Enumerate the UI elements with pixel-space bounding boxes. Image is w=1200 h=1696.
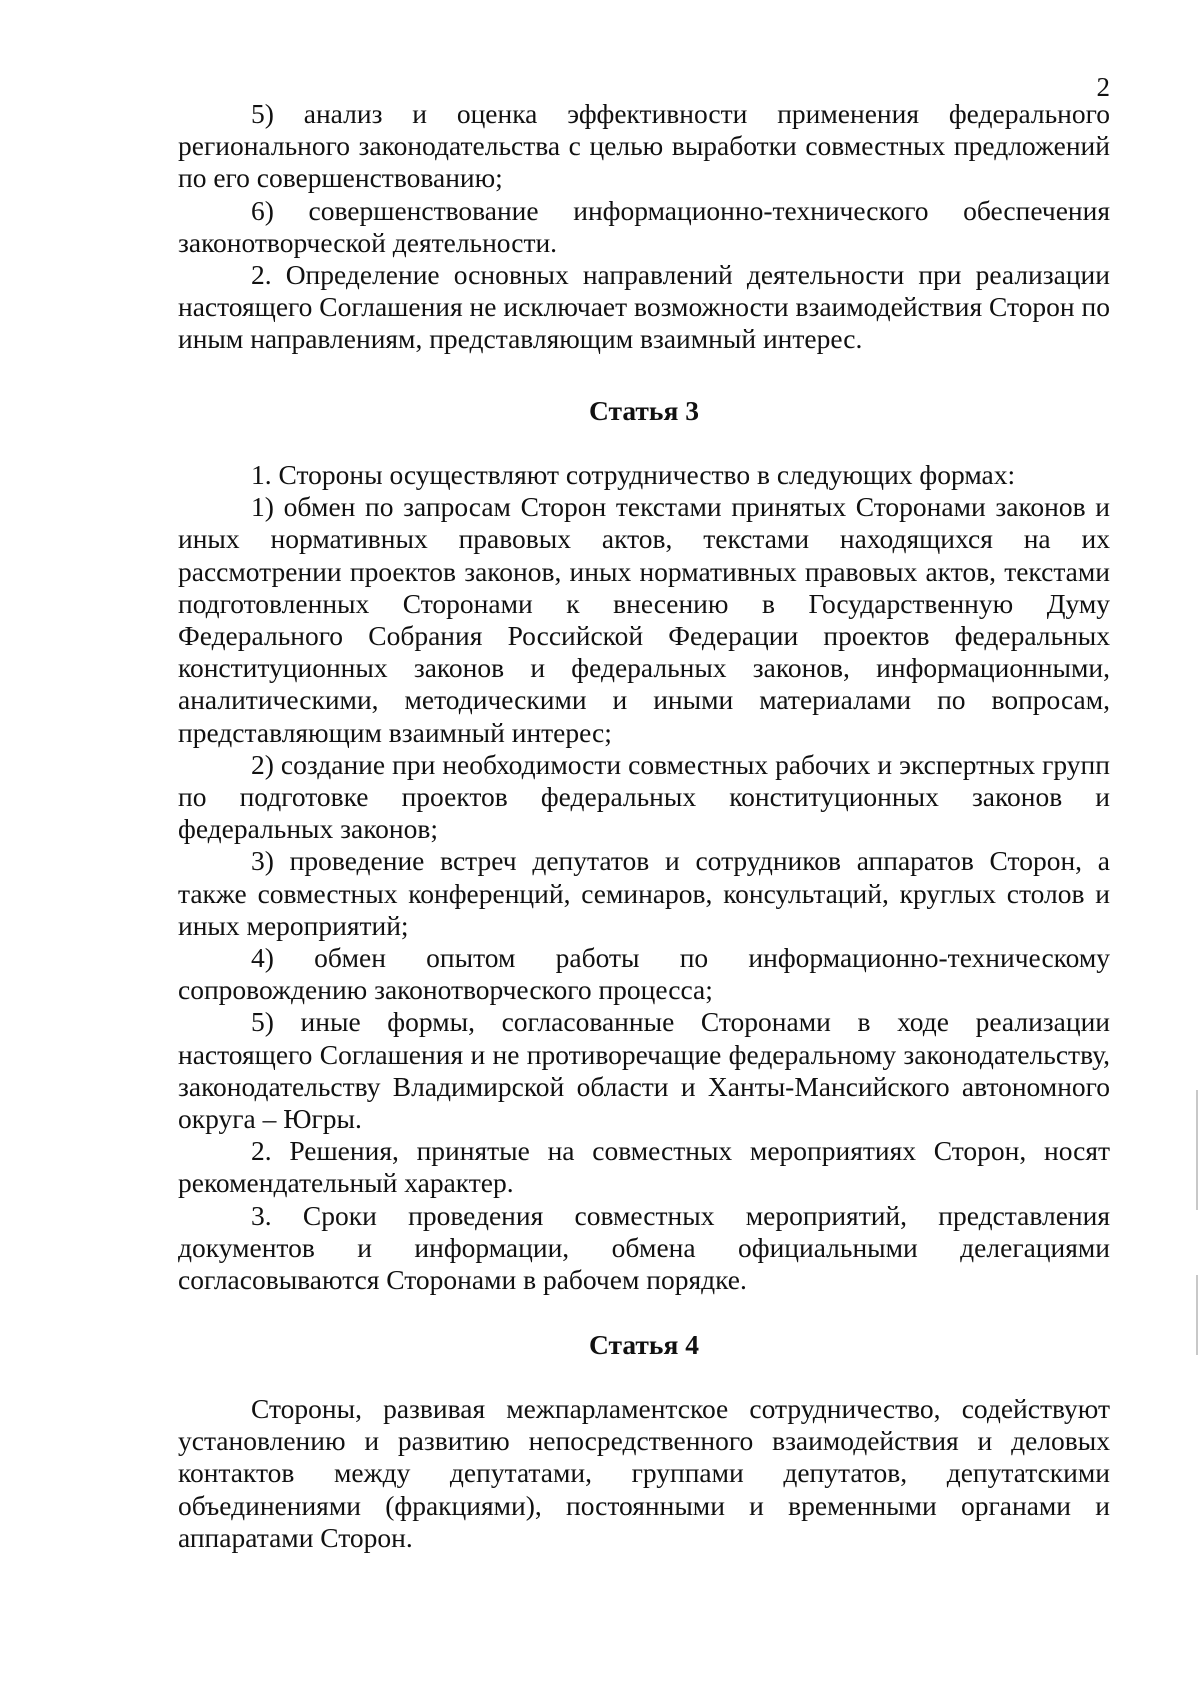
section-continuation bbox=[178, 98, 1110, 356]
paragraph: 2. Решения, принятые на совместных мероприятиях Сторон, носят рекомендательный характер. bbox=[178, 1135, 1110, 1199]
page-number: 2 bbox=[1096, 72, 1110, 102]
paragraph: 2) создание при необходимости совместных рабочих и экспертных групп по подготовке проектов федеральных конституционных законов и федеральных законов; bbox=[178, 748, 1110, 845]
paragraph: 5) анализ и оценка эффективности применения федерального регионального законодательства с целью выработки совместных предложений по его совершенствованию; bbox=[178, 98, 1110, 194]
paragraph: 4) обмен опытом работы по информационно-техническому сопровождению законотворческого процесса; bbox=[178, 942, 1110, 1006]
paragraph: 6) совершенствование информационно-технического обеспечения законотворческой деятельности. bbox=[178, 194, 1110, 258]
paragraph: 1) обмен по запросам Сторон текстами принятых Сторонами законов и иных нормативных правовых актов, текстами находящихся на их рассмотрении проектов законов, иных нормативных правовых актов, текстами подготовленных Сторонами к внесению в Государственную Думу Федерального Собрания Российской Федерации проектов федеральных конституционных законов и федеральных законов, информационными, аналитическими, методическими и иными материалами по вопросам, представляющим взаимный интерес; bbox=[178, 491, 1110, 748]
article-4-heading: Статья 4 bbox=[589, 1329, 699, 1360]
paragraph: 1. Стороны осуществляют сотрудничество в следующих формах: bbox=[251, 459, 1016, 490]
article-3-body bbox=[178, 459, 1110, 1296]
paragraph: 5) иные формы, согласованные Сторонами в ходе реализации настоящего Соглашения и не противоречащие федеральному законодательству, законодательству Владимирской области и Ханты-Мансийского автономного округа – Югры. bbox=[178, 1006, 1110, 1135]
paragraph: 3) проведение встреч депутатов и сотрудников аппаратов Сторон, а также совместных конференций, семинаров, консультаций, круглых столов и иных мероприятий; bbox=[178, 845, 1110, 941]
paragraph: 3. Сроки проведения совместных мероприятий, представления документов и информации, обмена официальными делегациями согласовываются Сторонами в рабочем порядке. bbox=[178, 1199, 1110, 1296]
paragraph: Стороны, развивая межпарламентское сотрудничество, содействуют установлению и развитию непосредственного взаимодействия и деловых контактов между депутатами, группами депутатов, депутатскими объединениями (фракциями), постоянными и временными органами и аппаратами Сторон. bbox=[178, 1393, 1110, 1553]
paragraph: 2. Определение основных направлений деятельности при реализации настоящего Соглашения не исключает возможности взаимодействия Сторон по иным направлениям, представляющим взаимный интерес. bbox=[178, 259, 1110, 355]
article-4-body bbox=[178, 1393, 1110, 1554]
article-3-heading: Статья 3 bbox=[589, 395, 699, 426]
scan-edge-mark bbox=[1196, 1090, 1198, 1210]
scan-edge-mark bbox=[1196, 1275, 1198, 1355]
